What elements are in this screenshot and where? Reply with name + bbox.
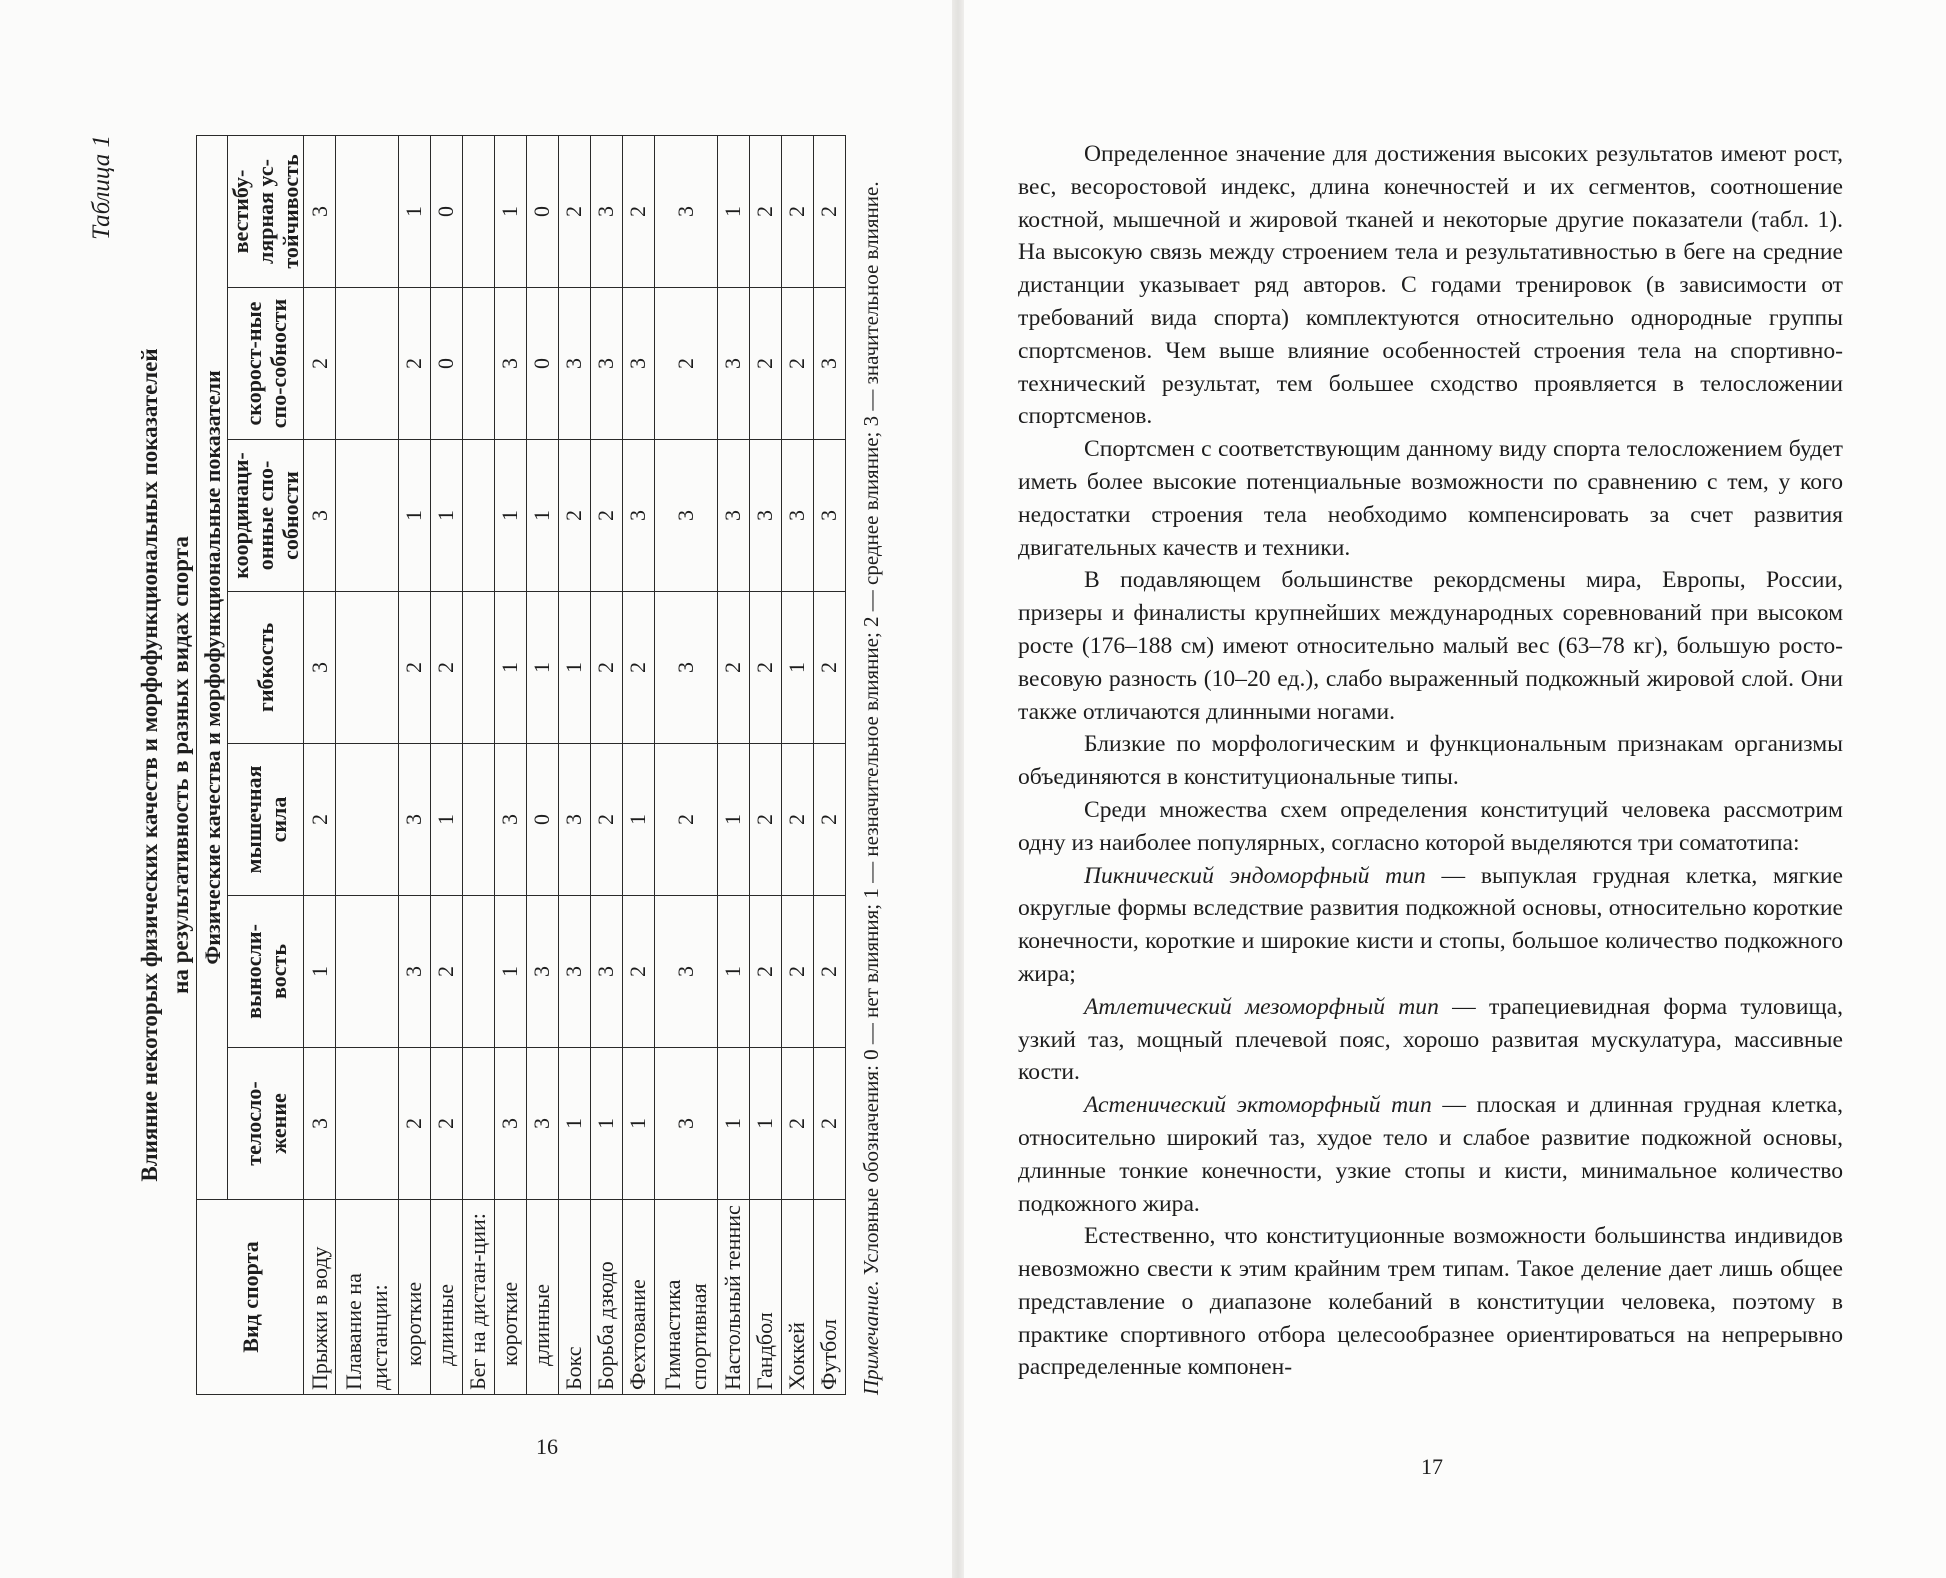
table-row	[558, 136, 590, 1395]
value-cell: 3	[304, 136, 336, 288]
table-row	[590, 136, 622, 1395]
paragraph	[1018, 860, 1843, 991]
paragraph-text: — выпуклая грудная клетка, мягкие округлые формы вследствие развития подкожной основы, относительно короткие конечности, короткие и широкие кисти и стопы, большое количество подкожного жира;	[1018, 862, 1843, 987]
sport-cell: Прыжки в воду	[304, 1200, 336, 1395]
header-col: телосло-жение	[228, 1048, 304, 1200]
value-cell: 0	[526, 288, 558, 440]
value-cell: 0	[526, 136, 558, 288]
value-cell: 2	[304, 288, 336, 440]
value-cell: 1	[526, 440, 558, 592]
value-cell: 3	[304, 1048, 336, 1200]
table-row	[622, 136, 654, 1395]
header-col: гибкость	[228, 592, 304, 744]
value-cell: 3	[654, 896, 717, 1048]
value-cell: 0	[430, 288, 462, 440]
value-cell: 2	[717, 592, 749, 744]
header-col: скорост-ные спо-собности	[228, 288, 304, 440]
value-cell: 1	[494, 896, 526, 1048]
value-cell: 2	[749, 592, 781, 744]
value-cell: 1	[717, 136, 749, 288]
value-cell: 3	[526, 896, 558, 1048]
value-cell: 1	[717, 744, 749, 896]
value-cell: 2	[781, 288, 813, 440]
table-note	[856, 135, 886, 1395]
sport-cell: Фехтование	[622, 1200, 654, 1395]
value-cell	[462, 592, 494, 744]
value-cell: 3	[654, 592, 717, 744]
value-cell: 3	[622, 288, 654, 440]
page-number-left: 16	[536, 1434, 558, 1459]
value-cell: 2	[813, 592, 845, 744]
table-row	[654, 136, 717, 1395]
value-cell: 3	[304, 440, 336, 592]
table-row	[813, 136, 845, 1395]
right-page-text	[1018, 138, 1843, 1384]
paragraph	[1018, 991, 1843, 1089]
value-cell	[336, 1048, 399, 1200]
value-cell	[462, 136, 494, 288]
paragraph	[1018, 1089, 1843, 1220]
table-row	[526, 136, 558, 1395]
rotated-table-block	[88, 135, 948, 1395]
value-cell: 2	[558, 136, 590, 288]
value-cell: 2	[813, 896, 845, 1048]
paragraph-text: Спортсмен с соответствующим данному виду спорта телосложением будет иметь более высокие потенциальные возможности по сравнению с тем, у кого недостатки строения тела необходимо компенсировать за счет развития двигательных качеств и техники.	[1018, 436, 1843, 561]
sport-cell: Настольный теннис	[717, 1200, 749, 1395]
value-cell: 2	[590, 744, 622, 896]
value-cell	[336, 288, 399, 440]
sport-cell: Гандбол	[749, 1200, 781, 1395]
paragraph	[1018, 794, 1843, 860]
value-cell: 1	[398, 136, 430, 288]
value-cell: 3	[558, 896, 590, 1048]
table-title	[134, 135, 196, 1395]
value-cell: 2	[622, 592, 654, 744]
page-number-right: 17	[1421, 1454, 1443, 1479]
value-cell: 1	[558, 1048, 590, 1200]
header-col: выносли-вость	[228, 896, 304, 1048]
sport-cell: Борьба дзюдо	[590, 1200, 622, 1395]
paragraph-italic-term: Атлетический мезоморфный тип	[1084, 993, 1439, 1020]
paragraph-text: Определенное значение для достижения высоких результатов имеют рост, вес, весоростовой индекс, длина конечностей и их сегментов, соотношение костной, мышечной и жировой тканей и некоторые другие показатели (табл. 1). На высокую связь между строением тела и результативностью в беге на средние дистанции указывает ряд авторов. С годами тренировок (в зависимости от требований вида спорта) комплектуются относительно однородные группы спортсменов. Чем выше влияние особенностей строения тела на спортивно-технический результат, тем большее сходство проявляется в телосложении спортсменов.	[1018, 141, 1843, 430]
value-cell: 3	[590, 896, 622, 1048]
value-cell: 3	[558, 744, 590, 896]
header-col: координаци-онные спо-собности	[228, 440, 304, 592]
value-cell	[336, 744, 399, 896]
sport-cell: Гимнастика спортивная	[654, 1200, 717, 1395]
value-cell: 2	[781, 896, 813, 1048]
value-cell: 2	[749, 288, 781, 440]
value-cell: 3	[749, 440, 781, 592]
value-cell: 2	[622, 136, 654, 288]
sport-cell: Бег на дистан-ции:	[462, 1200, 494, 1395]
sport-cell: длинные	[526, 1200, 558, 1395]
paragraph-text: Близкие по морфологическим и функциональным признакам организмы объединяются в конституциональные типы.	[1018, 731, 1843, 791]
paragraph-text: — плоская и длинная грудная клетка, относительно широкий таз, худое тело и слабое развитие подкожной основы, длинные тонкие конечности, узкие стопы и кисти, минимальное количество подкожного жира.	[1018, 1092, 1844, 1217]
header-col: вестибу-лярная ус-тойчивость	[228, 136, 304, 288]
sport-cell: длинные	[430, 1200, 462, 1395]
table-row	[717, 136, 749, 1395]
value-cell	[462, 896, 494, 1048]
value-cell: 3	[654, 136, 717, 288]
value-cell: 2	[654, 744, 717, 896]
table-row	[781, 136, 813, 1395]
paragraph	[1018, 728, 1843, 794]
value-cell: 2	[749, 896, 781, 1048]
value-cell: 1	[526, 592, 558, 744]
value-cell: 2	[430, 1048, 462, 1200]
value-cell: 3	[654, 1048, 717, 1200]
value-cell: 3	[717, 288, 749, 440]
value-cell	[462, 440, 494, 592]
value-cell: 2	[558, 440, 590, 592]
value-cell: 2	[813, 744, 845, 896]
table-row	[749, 136, 781, 1395]
table-row	[398, 136, 430, 1395]
sport-cell: Футбол	[813, 1200, 845, 1395]
sport-cell: Бокс	[558, 1200, 590, 1395]
paragraph-text: В подавляющем большинстве рекордсмены мира, Европы, России, призеры и финалисты крупнейших международных соревнований при высоком росте (176–188 см) имеют относительно малый вес (63–78 кг), большую росто-весовую разность (10–20 ед.), слабо выраженный подкожный жировой слой. Они также отличаются длинными ногами.	[1018, 567, 1843, 725]
note-label: Примечание.	[859, 1280, 883, 1395]
value-cell: 1	[749, 1048, 781, 1200]
value-cell: 3	[813, 288, 845, 440]
table-row	[336, 136, 399, 1395]
value-cell: 2	[304, 744, 336, 896]
value-cell: 1	[494, 592, 526, 744]
value-cell: 1	[494, 440, 526, 592]
value-cell	[462, 288, 494, 440]
table-title-line2: на результативность в разных видах спорта	[168, 536, 193, 994]
value-cell: 1	[430, 744, 462, 896]
value-cell: 3	[558, 288, 590, 440]
value-cell	[336, 136, 399, 288]
value-cell: 2	[398, 592, 430, 744]
value-cell	[336, 592, 399, 744]
value-cell: 2	[749, 136, 781, 288]
value-cell: 1	[622, 1048, 654, 1200]
sport-cell: короткие	[398, 1200, 430, 1395]
sport-cell: Плавание на дистанции:	[336, 1200, 399, 1395]
value-cell: 3	[494, 1048, 526, 1200]
table-row	[430, 136, 462, 1395]
value-cell	[336, 896, 399, 1048]
value-cell: 1	[717, 896, 749, 1048]
value-cell: 3	[622, 440, 654, 592]
value-cell: 2	[654, 288, 717, 440]
sports-table	[196, 135, 846, 1395]
value-cell: 3	[590, 288, 622, 440]
paragraph	[1018, 138, 1843, 433]
table-row	[304, 136, 336, 1395]
value-cell: 2	[781, 136, 813, 288]
value-cell: 3	[813, 440, 845, 592]
value-cell	[462, 744, 494, 896]
value-cell: 3	[526, 1048, 558, 1200]
value-cell: 2	[813, 136, 845, 288]
value-cell: 3	[494, 744, 526, 896]
value-cell: 2	[749, 744, 781, 896]
value-cell: 1	[590, 1048, 622, 1200]
value-cell: 2	[590, 592, 622, 744]
paragraph-text: Естественно, что конституционные возможности большинства индивидов невозможно свести к этим крайним трем типам. Такое деление дает лишь общее представление о диапазоне колебаний в конституции человека, поэтому в практике спортивного отбора целесообразнее ориентироваться на непрерывно распределенные компонен-	[1018, 1223, 1843, 1381]
value-cell: 1	[558, 592, 590, 744]
paragraph-italic-term: Астенический эктоморфный тип	[1084, 1092, 1432, 1119]
value-cell: 3	[590, 136, 622, 288]
paragraph-text: — трапециевидная форма туловища, узкий таз, мощный плечевой пояс, хорошо развитая мускулатура, массивные кости.	[1018, 993, 1843, 1086]
value-cell: 2	[781, 1048, 813, 1200]
paragraph	[1018, 1220, 1843, 1384]
book-gutter	[952, 0, 964, 1578]
value-cell: 3	[494, 288, 526, 440]
value-cell: 2	[813, 1048, 845, 1200]
value-cell: 1	[430, 440, 462, 592]
value-cell: 3	[304, 592, 336, 744]
table-row	[462, 136, 494, 1395]
value-cell: 3	[717, 440, 749, 592]
table-row	[494, 136, 526, 1395]
value-cell: 1	[781, 592, 813, 744]
value-cell: 2	[430, 896, 462, 1048]
value-cell: 0	[526, 744, 558, 896]
value-cell: 1	[494, 136, 526, 288]
value-cell: 2	[590, 440, 622, 592]
value-cell: 3	[654, 440, 717, 592]
value-cell	[462, 1048, 494, 1200]
value-cell: 1	[622, 744, 654, 896]
value-cell: 2	[430, 592, 462, 744]
table-title-line1: Влияние некоторых физических качеств и морфофункциональных показателей	[137, 348, 162, 1182]
value-cell: 1	[717, 1048, 749, 1200]
value-cell: 2	[781, 744, 813, 896]
value-cell: 2	[622, 896, 654, 1048]
value-cell: 3	[398, 744, 430, 896]
value-cell: 1	[304, 896, 336, 1048]
paragraph-italic-term: Пикнический эндоморфный тип	[1084, 862, 1426, 889]
value-cell: 1	[398, 440, 430, 592]
paragraph	[1018, 433, 1843, 564]
paragraph-text: Среди множества схем определения конституций человека рассмотрим одну из наиболее популярных, согласно которой выделяются три соматотипа:	[1018, 796, 1843, 856]
header-group: Физические качества и морфофункциональные показатели	[197, 136, 228, 1200]
sport-cell: короткие	[494, 1200, 526, 1395]
value-cell: 2	[398, 1048, 430, 1200]
value-cell: 2	[398, 288, 430, 440]
value-cell: 3	[398, 896, 430, 1048]
sport-cell: Хоккей	[781, 1200, 813, 1395]
value-cell: 3	[781, 440, 813, 592]
value-cell	[336, 440, 399, 592]
header-sport: Вид спорта	[197, 1200, 304, 1395]
paragraph	[1018, 564, 1843, 728]
note-text: Условные обозначения: 0 — нет влияния; 1 — незначительное влияние; 2 — среднее влияние; 3 — значительное влияние.	[859, 181, 883, 1281]
table-number: Таблица 1	[88, 135, 115, 240]
value-cell: 0	[430, 136, 462, 288]
header-col: мышечная сила	[228, 744, 304, 896]
